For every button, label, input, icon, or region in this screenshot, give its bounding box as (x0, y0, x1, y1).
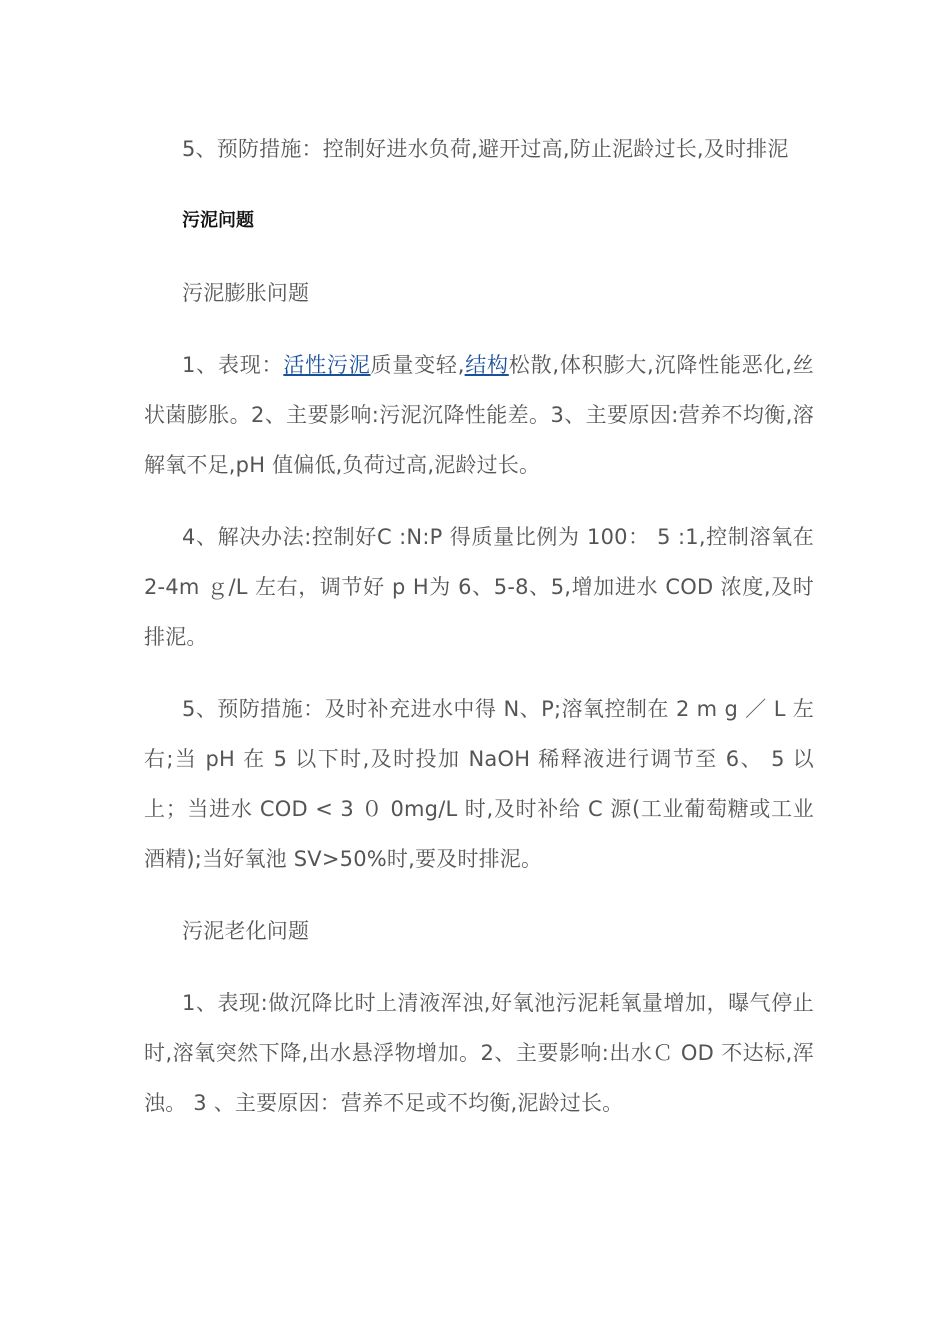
subheading-sludge-bulking: 污泥膨胀问题 (182, 281, 310, 305)
paragraph-bulking-symptoms (144, 340, 814, 490)
symptom-mid: 质量变轻, (370, 353, 465, 377)
symptom-prefix: 1、表现： (182, 353, 284, 377)
paragraph-solution: 4、解决办法:控制好C :N:P 得质量比例为 100： 5 :1,控制溶氧在 2-4m ｇ/L 左右，调节好 p H为 6、5-8、5,增加进水 COD 浓度,及时排泥。 (144, 525, 814, 649)
paragraph-prevention-1: 5、预防措施：控制好进水负荷,避开过高,防止泥龄过长,及时排泥 (182, 137, 789, 161)
link-structure[interactable]: 结构 (464, 353, 509, 377)
section-heading: 污泥问题 (182, 210, 254, 231)
symptom-rest: 松散,体积膨大,沉降性能恶化,丝状菌膨胀。2、主要影响:污泥沉降性能差。3、主要原因:营养不均衡,溶解氧不足,pH 值偏低,负荷过高,泥龄过长。 (144, 353, 814, 477)
link-activated-sludge[interactable]: 活性污泥 (283, 353, 371, 377)
document-page (144, 124, 814, 1128)
subheading-sludge-aging: 污泥老化问题 (182, 919, 310, 943)
paragraph-aging-symptoms: 1、表现:做沉降比时上清液浑浊,好氧池污泥耗氧量增加，曝气停止时,溶氧突然下降,出水悬浮物增加。2、主要影响:出水Ｃ OD 不达标,浑浊。 3 、主要原因：营养不足或不均衡,泥龄过长。 (144, 991, 814, 1115)
paragraph-prevention-2: 5、预防措施：及时补充进水中得 N、P;溶氧控制在 2 m g ／ L 左右;当 pH 在 5 以下时,及时投加 NaOH 稀释液进行调节至 6、 5 以上；当进水 COD < 3 ０ 0mg/L 时,及时补给 C 源(工业葡萄糖或工业酒精);当好氧池 SV>50%时,要及时排泥。 (144, 697, 814, 871)
